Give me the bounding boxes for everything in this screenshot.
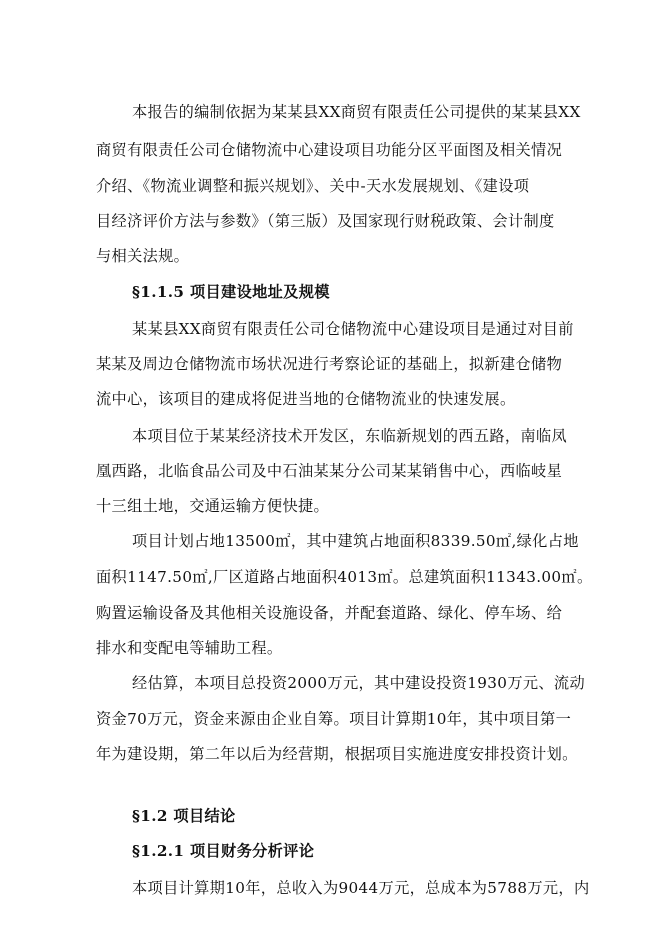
section-heading-1-1-5: §1.1.5 项目建设地址及规模 xyxy=(132,283,330,301)
para-1-line-3: 介绍、《物流业调整和振兴规划》、关中-天水发展规划、《建设项 xyxy=(96,177,530,195)
para-4-line-2: 面积1147.50㎡,厂区道路占地面积4013㎡。总建筑面积11343.00㎡。 xyxy=(96,568,593,586)
para-4-line-1: 项目计划占地13500㎡，其中建筑占地面积8339.50㎡,绿化占地 xyxy=(132,532,579,550)
para-1-line-1: 本报告的编制依据为某某县XX商贸有限责任公司提供的某某县XX xyxy=(132,103,581,121)
section-heading-1-2: §1.2 项目结论 xyxy=(132,807,236,825)
para-4-line-4: 排水和变配电等辅助工程。 xyxy=(96,639,283,657)
para-3-line-1: 本项目位于某某经济技术开发区，东临新规划的西五路，南临凤 xyxy=(132,427,568,445)
para-2-line-3: 流中心，该项目的建成将促进当地的仓储物流业的快速发展。 xyxy=(96,390,516,408)
para-5-line-3: 年为建设期，第二年以后为经营期，根据项目实施进度安排投资计划。 xyxy=(96,745,578,763)
para-6-line-1: 本项目计算期10年，总收入为9044万元，总成本为5788万元，内 xyxy=(132,879,590,897)
para-1-line-4: 目经济评价方法与参数》（第三版）及国家现行财税政策、会计制度 xyxy=(96,212,555,230)
para-4-line-3: 购置运输设备及其他相关设施设备，并配套道路、绿化、停车场、给 xyxy=(96,604,563,622)
para-5-line-1: 经估算，本项目总投资2000万元，其中建设投资1930万元、流动 xyxy=(132,674,586,692)
para-3-line-3: 十三组土地，交通运输方便快捷。 xyxy=(96,497,330,515)
para-5-line-2: 资金70万元，资金来源由企业自筹。项目计算期10年，其中项目第一 xyxy=(96,710,572,728)
section-heading-1-2-1: §1.2.1 项目财务分析评论 xyxy=(132,842,315,860)
para-3-line-2: 凰西路，北临食品公司及中石油某某分公司某某销售中心，西临岐星 xyxy=(96,462,563,480)
para-2-line-1: 某某县XX商贸有限责任公司仓储物流中心建设项目是通过对目前 xyxy=(132,320,574,338)
para-2-line-2: 某某及周边仓储物流市场状况进行考察论证的基础上，拟新建仓储物 xyxy=(96,355,563,373)
para-1-line-5: 与相关法规。 xyxy=(96,247,190,265)
para-1-line-2: 商贸有限责任公司仓储物流中心建设项目功能分区平面图及相关情况 xyxy=(96,141,563,159)
